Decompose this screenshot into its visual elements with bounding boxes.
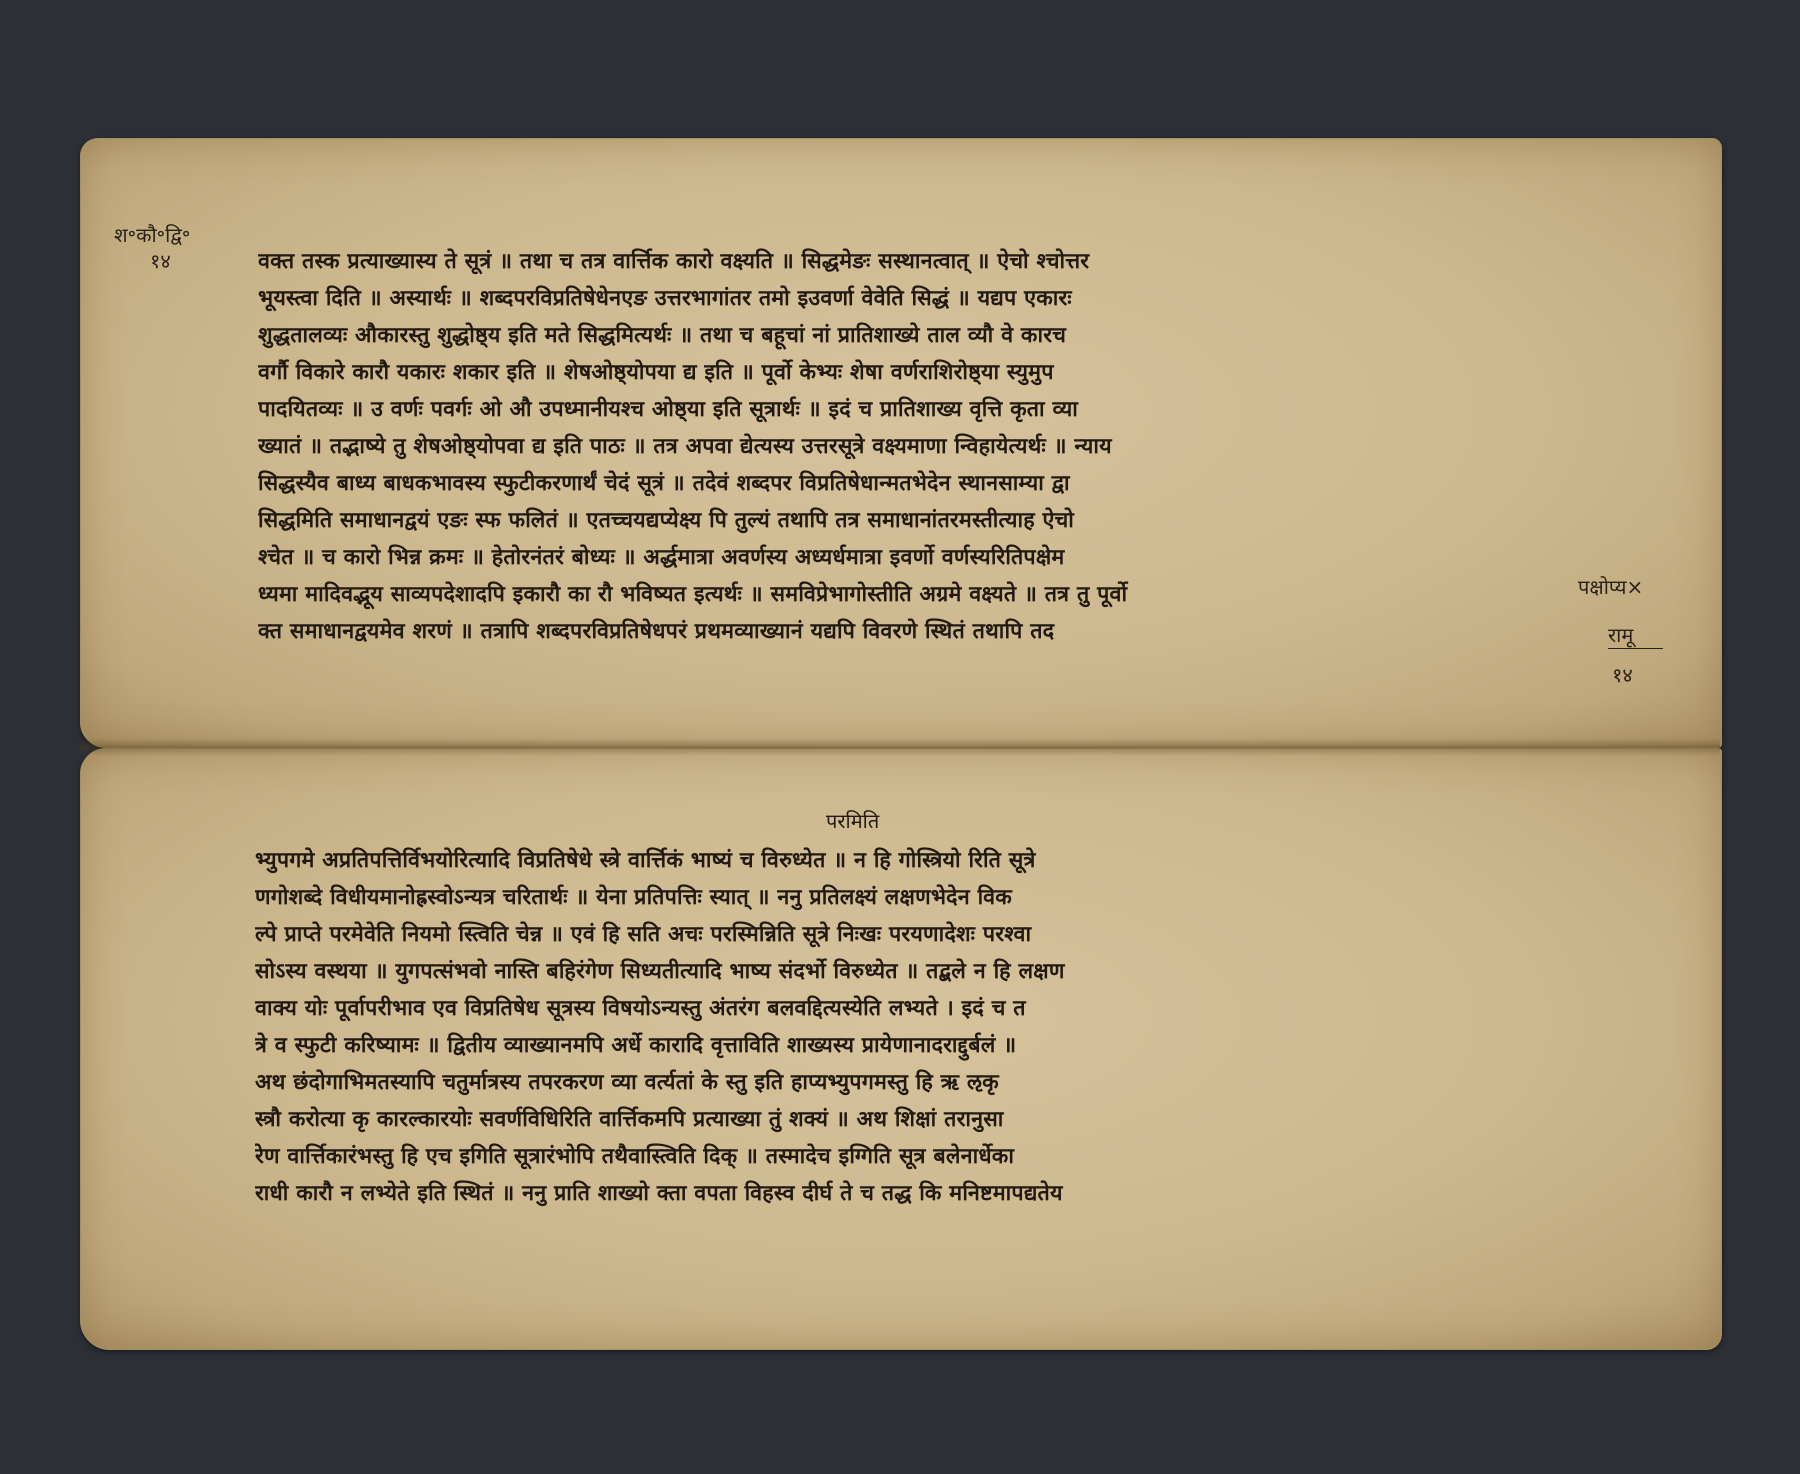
- manuscript-line: स्त्रौ करोत्या कृ कारल्कारयोः सवर्णविधिरिति वार्त्तिकमपि प्रत्याख्या तुं शक्यं ॥ अथ शिक्षां तरानुसा: [255, 1107, 1004, 1132]
- manuscript-line: रेण वार्त्तिकारंभस्तु हि एच इगिति सूत्रारंभोपि तथैवास्त्विति दिक् ॥ तस्मादेच इग्गिति सूत्र बलेनार्धेका: [255, 1144, 1015, 1169]
- manuscript-line: पादयितव्यः ॥ उ वर्णः पवर्गः ओ औ उपध्मानीयश्च ओष्ठ्या इति सूत्रार्थः ॥ इदं च प्रातिशाख्य वृत्ति कृता व्या: [258, 397, 1079, 422]
- folio-label: श॰कौ॰द्वि॰: [114, 223, 191, 247]
- manuscript-line: अथ छंदोगाभिमतस्यापि चतुर्मात्रस्य तपरकरण व्या वर्त्यतां के स्तु इति हाप्यभ्युपगमस्तु हि ऋ ऌकृ: [255, 1070, 999, 1095]
- right-margin-folio-number: १४: [1612, 663, 1633, 687]
- manuscript-line: सोऽस्य वस्थया ॥ युगपत्संभवो नास्ति बहिरंगेण सिध्यतीत्यादि भाष्य संदर्भो विरुध्येत ॥ तद्बले न हि लक्षण: [255, 959, 1065, 984]
- manuscript-line: णगोशब्दे विधीयमानोह्रस्वोऽन्यत्र चरितार्थः ॥ येना प्रतिपत्तिः स्यात् ॥ ननु प्रतिलक्ष्यं लक्षणभेदेन विक: [255, 885, 1012, 910]
- manuscript-line: ख्यातं ॥ तद्भाष्ये तु शेषओष्ठ्योपवा द्य इति पाठः ॥ तत्र अपवा द्येत्यस्य उत्तरसूत्रे वक्ष्यमाणा न्विहायेत्यर्थः ॥ न्याय: [258, 434, 1112, 459]
- folio-fold: [80, 738, 1720, 756]
- right-margin-word: [1608, 622, 1688, 649]
- bottom-folio-text: [255, 842, 1560, 1212]
- top-folio-text: [258, 243, 1558, 650]
- manuscript-line: भूयस्त्वा दिति ॥ अस्यार्थः ॥ शब्दपरविप्रतिषेधेनएङ उत्तरभागांतर तमो इउवर्णा वेवेति सिद्धं ॥ यद्यप एकारः: [258, 286, 1072, 311]
- manuscript-line: भ्युपगमे अप्रतिपत्तिर्विभयोरित्यादि विप्रतिषेधे स्त्रे वार्त्तिकं भाष्यं च विरुध्येत ॥ न हि गोस्त्रियो रिति सूत्रे: [255, 848, 1036, 873]
- folio-number: १४: [150, 249, 171, 273]
- manuscript-line: वक्त तस्क प्रत्याख्यास्य ते सूत्रं ॥ तथा च तत्र वार्त्तिक कारो वक्ष्यति ॥ सिद्धमेङः सस्थानत्वात् ॥ ऐचो श्चोत्तर: [258, 249, 1090, 274]
- manuscript-line: वाक्य योः पूर्वापरीभाव एव विप्रतिषेध सूत्रस्य विषयोऽन्यस्तु अंतरंग बलवद्दित्यस्येति लभ्यते । इदं च त: [255, 996, 1026, 1021]
- manuscript-line: श्चेत ॥ च कारो भिन्न क्रमः ॥ हेतोरनंतरं बोध्यः ॥ अर्द्धमात्रा अवर्णस्य अध्यर्धमात्रा इवर्णो वर्णस्यरितिपक्षेम: [258, 545, 1065, 570]
- manuscript-line: त्रे व स्फुटी करिष्यामः ॥ द्वितीय व्याख्यानमपि अर्धे कारादि वृत्ताविति शाख्यस्य प्रायेणानादराद्दुर्बलं ॥: [255, 1033, 1017, 1058]
- manuscript-line: शुद्धतालव्यः औकारस्तु शुद्धोष्ठ्य इति मते सिद्धमित्यर्थः ॥ तथा च बहूचां नां प्रातिशाख्ये ताल व्यौ वे कारच: [258, 323, 1067, 348]
- manuscript-line: सिद्धमिति समाधानद्वयं एङः स्फ फलितं ॥ एतच्चयद्यप्येक्ष्य पि तुल्यं तथापि तत्र समाधानांतरमस्तीत्याह ऐचो: [258, 508, 1075, 533]
- section-heading: परमिति: [826, 809, 880, 833]
- right-margin-word-text: रामू: [1608, 622, 1663, 649]
- manuscript-line: सिद्धस्यैव बाध्य बाधकभावस्य स्फुटीकरणार्थं चेदं सूत्रं ॥ तदेवं शब्दपर विप्रतिषेधान्मतभेदेन स्थानसाम्या द्वा: [258, 471, 1070, 496]
- manuscript-line: क्त समाधानद्वयमेव शरणं ॥ तत्रापि शब्दपरविप्रतिषेधपरं प्रथमव्याख्यानं यद्यपि विवरणे स्थितं तथापि तद: [258, 619, 1055, 644]
- manuscript-line: ल्पे प्राप्ते परमेवेति नियमो स्त्विति चेन्न ॥ एवं हि सति अचः परस्मिन्निति सूत्रे निःखः परयणादेशः परश्वा: [255, 922, 1032, 947]
- manuscript-line: वर्गौ विकारे कारौ यकारः शकार इति ॥ शेषओष्ठ्योपया द्य इति ॥ पूर्वो केभ्यः शेषा वर्णराशिरोष्ठ्या स्युमुप: [258, 360, 1054, 385]
- right-margin-correction: पक्षोप्य×: [1578, 575, 1644, 599]
- left-margin-note: [114, 222, 254, 274]
- manuscript-line: ध्यमा मादिवद्भूय साव्यपदेशादपि इकारौ का रौ भविष्यत इत्यर्थः ॥ समविप्रेभागोस्तीति अग्रमे वक्ष्यते ॥ तत्र तु पूर्वो: [258, 582, 1128, 607]
- manuscript-line: राधी कारौ न लभ्येते इति स्थितं ॥ ननु प्राति शाख्यो क्ता वपता विहस्व दीर्घ ते च तद्ध कि मनिष्टमापद्यतेय: [255, 1181, 1063, 1206]
